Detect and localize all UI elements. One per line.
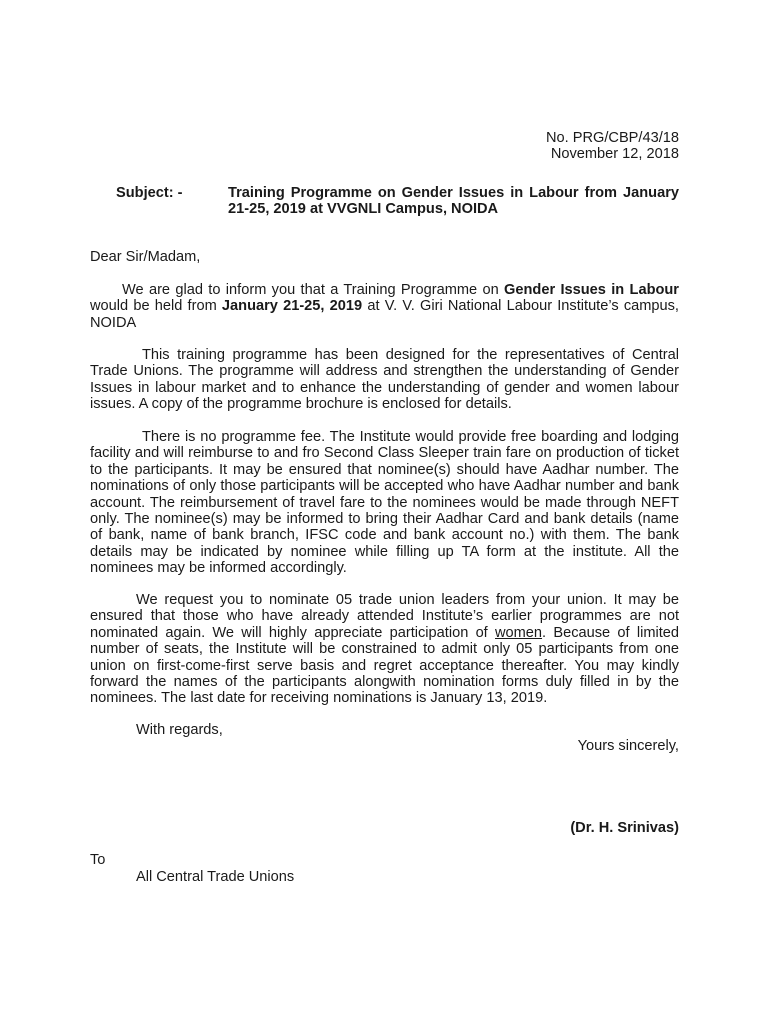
paragraph-nominations <box>90 592 679 707</box>
closing-regards: With regards, <box>136 722 223 738</box>
recipient-name: All Central Trade Unions <box>136 869 295 885</box>
para4-underline-women: women <box>495 624 543 641</box>
signatory-name: (Dr. H. Srinivas) <box>570 820 679 836</box>
recipient-to-label: To <box>90 852 106 868</box>
closing-yours-sincerely: Yours sincerely, <box>577 738 679 754</box>
reference-number: No. PRG/CBP/43/18 <box>545 130 679 146</box>
para2-text: This training programme has been designed for the representatives of Central Trade Unions. The programme will address and strengthen the understanding of Gender Issues in labour market and to enhance the understanding of gender and women labour issues. A copy of the programme brochure is enclosed for details. <box>90 347 679 413</box>
letter-date: November 12, 2018 <box>550 146 679 162</box>
subject-label: Subject: - <box>116 185 183 201</box>
para1-bold-topic: Gender Issues in Labour <box>504 282 679 298</box>
para1-text-2: would be held from <box>90 298 222 315</box>
para1-text-1: We are glad to inform you that a Training Programme on <box>122 282 505 298</box>
paragraph-intro <box>90 282 679 331</box>
salutation: Dear Sir/Madam, <box>90 249 201 265</box>
paragraph-programme-design <box>90 347 679 413</box>
para4-text-1: We request you to nominate 05 trade union leaders from your union. It may be ensured that those who have already attended Institute’s earlier programmes are not nominated again. We will highly appreciate participation of <box>90 592 679 641</box>
paragraph-fees-and-travel <box>90 429 679 577</box>
para1-bold-dates: January 21-25, 2019 <box>221 298 363 315</box>
para1-text-3: at V. V. Giri National Labour Institute’s campus, NOIDA <box>90 298 679 331</box>
para3-text: There is no programme fee. The Institute would provide free boarding and lodging facility and will reimburse to and fro Second Class Sleeper train fare on production of ticket to the participants. It may be ensured that nominee(s) should have Aadhar number. The nominations of only those participants will be accepted who have Aadhar number and bank account. The reimbursement of travel fare to the nominees would be made through NEFT only. The nominee(s) may be informed to bring their Aadhar Card and bank details (name of bank, name of bank branch, IFSC code and bank account no.) with them. The bank details may be indicated by nominee while filling up TA form at the institute. All the nominees may be informed accordingly. <box>90 429 679 577</box>
subject-text: Training Programme on Gender Issues in Labour from January 21-25, 2019 at VVGNLI Campus, NOIDA <box>228 185 679 218</box>
para4-text-2: . Because of limited number of seats, the Institute will be constrained to admit only 05 participants from one union on first-come-first serve basis and regret acceptance thereafter. You may kindly forward the names of the participants alongwith nomination forms duly filled in by the nominees. The last date for receiving nominations is January 13, 2019. <box>90 624 680 707</box>
